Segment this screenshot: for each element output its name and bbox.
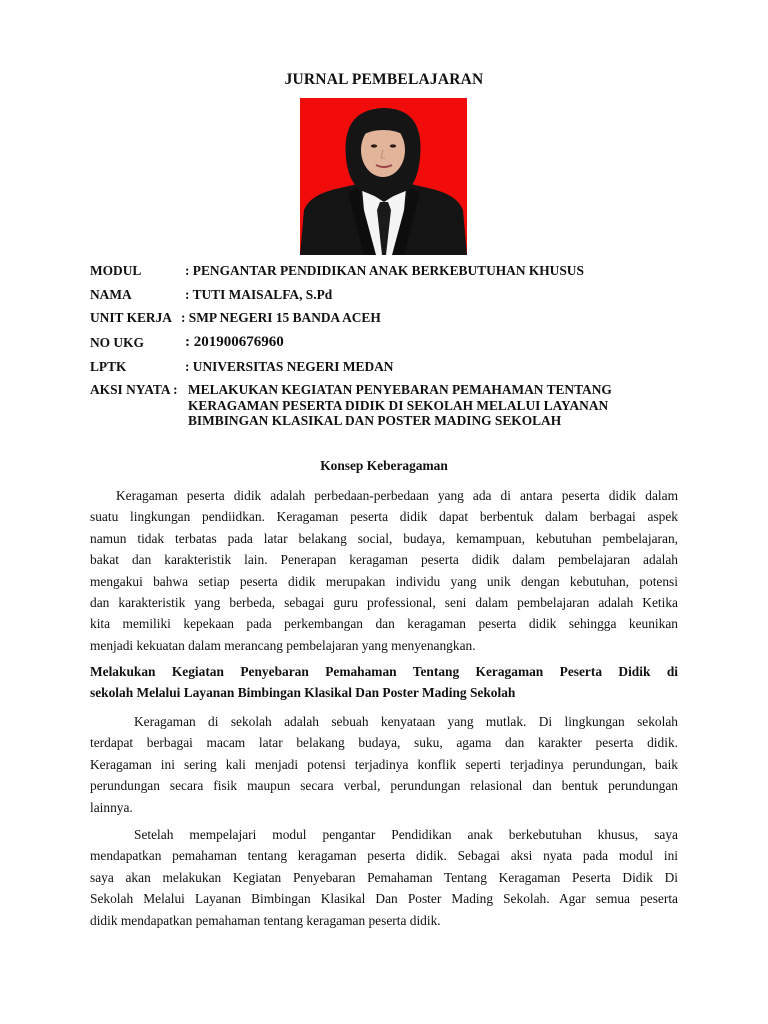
section-title: Konsep Keberagaman xyxy=(320,458,448,473)
paragraph-line: mengakui bahwa setiap peserta didik merupakan individu yang unik dengan kebutuhan, potensi xyxy=(90,573,678,589)
paragraph-line: lainnya. xyxy=(90,799,133,815)
paragraph-line: dan karakteristik yang berbeda, sebagai guru professional, seni dalam pembelajaran adalah Ketika xyxy=(90,594,678,610)
paragraph-line: Keragaman di sekolah adalah sebuah kenyataan yang mutlak. Di lingkungan sekolah xyxy=(134,714,678,729)
meta-label-nama: NAMA xyxy=(90,287,132,302)
meta-label-no-ukg: NO UKG xyxy=(90,335,144,350)
paragraph-line: saya akan melakukan Kegiatan Penyebaran Pemahaman Tentang Keragaman Peserta Didik Di xyxy=(90,869,678,885)
heading-line: sekolah Melalui Layanan Bimbingan Klasikal Dan Poster Mading Sekolah xyxy=(90,685,516,701)
paragraph-line: Keragaman peserta didik adalah perbedaan-perbedaan yang ada di antara peserta didik dalam xyxy=(116,488,678,503)
paragraph-line: Sekolah Melalui Layanan Bimbingan Klasikal Dan Poster Mading Sekolah. Agar semua peserta xyxy=(90,891,678,907)
meta-value-aksi-nyata xyxy=(188,382,612,429)
aksi-nyata-line: MELAKUKAN KEGIATAN PENYEBARAN PEMAHAMAN TENTANG xyxy=(188,382,612,397)
paragraph-line: terdapat berbagai macam latar belakang budaya, suku, agama dan karakter peserta didik. xyxy=(90,735,678,751)
paragraph-line: Setelah mempelajari modul pengantar Pendidikan anak berkebutuhan khusus, saya xyxy=(134,827,678,842)
paragraph-line: menjadi kekuatan dalam merancang pembelajaran yang menyenangkan. xyxy=(90,637,476,653)
meta-label-modul: MODUL xyxy=(90,263,142,278)
portrait-photo xyxy=(300,98,467,255)
paragraph-line: perundungan secara fisik maupun secara verbal, perundungan relasional dan bentuk perundungan xyxy=(90,778,678,794)
paragraph-konsep xyxy=(90,485,678,656)
paragraph-line: suatu lingkungan pendiidkan. Keragaman peserta didik dapat berbentuk dalam berbagai aspek xyxy=(90,509,678,525)
paragraph-line: kita memiliki kepekaan pada perkembangan dan keragaman peserta didik sehingga keunikan xyxy=(90,616,678,632)
heading-line: Melakukan Kegiatan Penyebaran Pemahaman Tentang Keragaman Peserta Didik di xyxy=(90,664,678,679)
paragraph-line: bakat dan karakteristik lain. Penerapan keragaman peserta didik dalam pembelajaran adalah xyxy=(90,552,678,568)
meta-value-modul: : PENGANTAR PENDIDIKAN ANAK BERKEBUTUHAN KHUSUS xyxy=(185,263,584,278)
meta-label-aksi-nyata: AKSI NYATA : xyxy=(90,382,178,397)
meta-value-unit-kerja: : SMP NEGERI 15 BANDA ACEH xyxy=(181,310,381,325)
paragraph-line: namun tidak terbatas pada latar belakang social, budaya, kemampuan, kebutuhan pembelajaran, xyxy=(90,530,678,546)
section-heading xyxy=(90,661,678,704)
meta-label-lptk: LPTK xyxy=(90,359,127,374)
meta-value-no-ukg: : 201900676960 xyxy=(185,334,284,350)
aksi-nyata-line: KERAGAMAN PESERTA DIDIK DI SEKOLAH MELALUI LAYANAN xyxy=(188,397,609,413)
meta-value-lptk: : UNIVERSITAS NEGERI MEDAN xyxy=(185,359,394,374)
paragraph-setelah xyxy=(90,824,678,931)
paragraph-line: Keragaman ini sering kali menjadi potensi terjadinya konflik seperti terjadinya perundungan, baik xyxy=(90,756,678,772)
aksi-nyata-line: BIMBINGAN KLASIKAL DAN POSTER MADING SEKOLAH xyxy=(188,413,562,428)
document-title: JURNAL PEMBELAJARAN xyxy=(284,71,484,88)
meta-value-nama: : TUTI MAISALFA, S.Pd xyxy=(185,287,333,302)
meta-label-unit-kerja: UNIT KERJA xyxy=(90,310,172,325)
paragraph-keragaman xyxy=(90,711,678,818)
paragraph-line: didik mendapatkan pemahaman tentang keragaman peserta didik. xyxy=(90,912,441,928)
paragraph-line: mendapatkan pemahaman tentang keragaman peserta didik. Sebagai aksi nyata pada modul ini xyxy=(90,848,678,864)
